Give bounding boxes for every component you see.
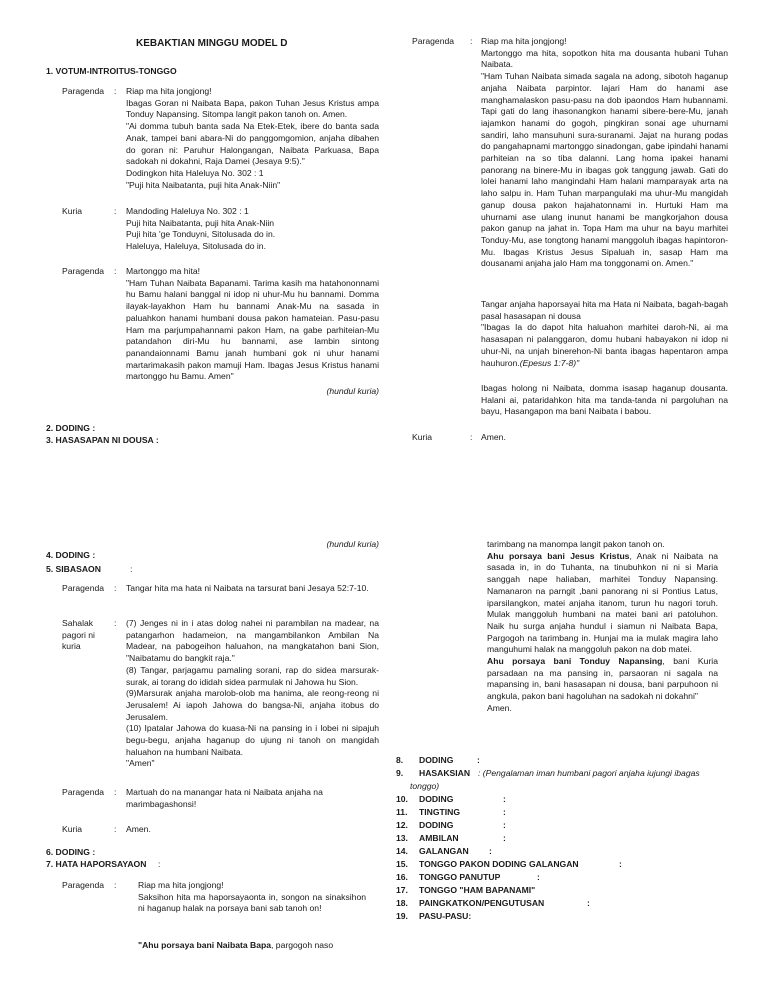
- colon: :: [489, 846, 492, 856]
- section-heading: 4. DODING :: [46, 550, 96, 560]
- colon: :: [537, 872, 540, 882]
- order-title: AMBILAN: [419, 833, 459, 843]
- order-item: [396, 768, 470, 780]
- order-title: GALANGAN: [419, 846, 469, 856]
- role-label: Kuria: [62, 206, 83, 216]
- hasaksian-note: : (Pengalaman iman humbani pagori anjaha iujungi ibagas: [478, 768, 700, 778]
- liturgy-text: Amen.: [126, 824, 151, 834]
- colon: :: [470, 432, 473, 442]
- order-item: [396, 846, 492, 858]
- order-number: 16.: [396, 872, 408, 882]
- section-heading: 2. DODING :: [46, 423, 96, 433]
- creed-lead: [138, 940, 366, 952]
- order-title: DODING: [419, 820, 454, 830]
- creed-line: , Anak ni Naibata na sasada in, in do Tuhanta, na tinubuhkon ni ni si Maria sanggah nape haliaban, marhitei Tonduy Napansing. Namanaron na parngit ,bani panorang ni si Pontius Latus, iparsilangkon, matei anjaha itanom, turun hu nagori toruh. Mulak manggoluh humbani na matei bani ari patoluhon. Naik hu surga anjaha hundul i siamun ni Naibata Bapa, Pargogoh na tarimbang in. Hunjai ma ia mulak magira laho manguhumi halak na manggoluh pakon na dob matei.: [487, 550, 718, 655]
- absolution-body: Tangar anjaha haporsayai hita ma Hata ni Naibata, bagah-bagah pasal hasasapan ni dousa "Ibagas Ia do dapot hita haluahon marhitei daroh-Ni, ai ma hasasapan ni palanggaron, domu hubani habayakon ni idop ni uhur-Ni, na unjah binerehon-Ni banta ibagas hapentaron ampa hauhuron.: [481, 299, 728, 368]
- order-item: [396, 794, 506, 806]
- section-heading: 3. HASASAPAN NI DOUSA :: [46, 435, 159, 445]
- colon: :: [114, 880, 117, 890]
- colon: :: [503, 794, 506, 804]
- order-item: [396, 820, 506, 832]
- creed-line: , bani Kuria parsadaan na ma pansing in, parsaoran ni sagala na mapansing in, bani hasasapan ni dousa, bani parpuhoon ni angkula, pakon bani hagoluhan na sadokah ni dokahni": [487, 656, 718, 702]
- role-label: Paragenda: [412, 36, 455, 46]
- order-number: 13.: [396, 833, 408, 843]
- hasaksian-note-cont: tonggo): [410, 781, 440, 791]
- creed-text: [487, 539, 718, 715]
- order-item: [396, 833, 506, 845]
- colon: :: [158, 859, 161, 869]
- rubric-note: (hundul kuria): [326, 386, 379, 396]
- order-title: TINGTING: [419, 807, 461, 817]
- colon: :: [503, 820, 506, 830]
- colon: :: [503, 833, 506, 843]
- colon: :: [130, 564, 133, 574]
- document-title: KEBAKTIAN MINGGU MODEL D: [136, 38, 288, 49]
- order-item: [396, 807, 506, 819]
- role-label: Paragenda: [62, 787, 105, 797]
- confession-prayer-text: Riap ma hita jongjong! Martonggo ma hita, sopotkon hita ma dousanta hubani Tuhan Naibata. "Ham Tuhan Naibata simada sagala na adong, sibotoh haganup anjaha Naibata parpintor. Iajari Ham do hanami ase manghamalaskon pasu-pasu na dob ipaondos Ham hubannami. Tapi gati do lang ihasonangkon hanami sibere-bere-Mu, janah iajamkon hanami do gogoh, pingkiran sonai age uhurnami sandiri, laho mansuhuni sura-suranami. Jajat na hurang podas do pangahapnami martonggo sinadongan, gabe ipindahi hanami parhiteian na so tiba dalanni. Lang homa ipakei hanami panorang na binere-Mu in ibagas gok tanggung jawab. Gati do lolei hanami laho mangindahi Ham halani mamparayak arta na laho salpu in. Ham Tuhan marpangulaki ma uhur-Mu mangidah ganup dousa pakon hajahatonnami in. Hurtuki Ham ma uhurnami ase ulang inunut hanami be mangkorjahon dousa pakon ganup na jahat in. Topa Ham ma uhur na bayu marhitei Tonduy-Mu, ase tongtong hanami manggoluh ibagas hapintoron-Mu. Ibagas Kristus Jesus Sipaluah in, sasap Ham ma dousanami anjaha jalo Ham ma tonggonami on. Amen.": [481, 36, 728, 269]
- order-item: [396, 885, 535, 897]
- colon: :: [477, 755, 480, 765]
- colon: :: [114, 618, 117, 628]
- order-number: 8.: [396, 755, 404, 765]
- colon: :: [114, 583, 117, 593]
- order-title: TONGGO PAKON DODING GALANGAN: [419, 859, 579, 869]
- rubric-note: (hundul kuria): [326, 539, 379, 549]
- order-number: 12.: [396, 820, 408, 830]
- order-title: TONGGO PANUTUP: [419, 872, 501, 882]
- creed-bold: Ahu porsaya bani Jesus Kristus: [487, 550, 630, 561]
- order-item: [396, 911, 471, 923]
- order-number: 11.: [396, 807, 408, 817]
- role-label: Paragenda: [62, 880, 105, 890]
- order-title: TONGGO "HAM BAPANAMI": [419, 885, 536, 895]
- colon: :: [619, 859, 622, 869]
- role-label: Kuria: [62, 824, 83, 834]
- order-title: HASAKSIAN: [419, 768, 471, 778]
- role-label: Sahalak pagori ni kuria: [62, 618, 95, 652]
- order-number: 15.: [396, 859, 408, 869]
- order-title: DODING: [419, 794, 454, 804]
- colon: :: [503, 807, 506, 817]
- reading-text: (7) Jenges ni in i atas dolog nahei ni parambilan na madear, na patangarhon hadameion, na mangambilankon Ambilan Na Madear, na pabogeihon haluahon, na mangkatahon bani Sion, "Naibatamu do bangkit raja." (8) Tangar, parjagamu pamaling sorani, rap do sidea marsurak-surak, ai torang do ididah sidea parmulak ni Jahowa hu Sion. (9)Marsurak anjaha marolob-olob ma hanima, ale reong-reong ni Jerusalem! Ai iapoh Jahowa do bangsa-Ni, anjaha itobus do Jerusalem. (10) Ipatalar Jahowa do kuasa-Ni na pansing in i lobei ni sipajuh begu-begu, anjaha haganup do ujung ni tanoh on mangidah haluahon na humbani Naibata. "Amen": [126, 618, 379, 769]
- scripture-ref: (Epesus 1:7-8)": [519, 357, 580, 368]
- liturgy-text: Mandoding Haleluya No. 302 : 1 Puji hita Naibatanta, puji hita Anak-Niin Puji hita 'ge Tonduyni, Sitolusada do in. Haleluya, Haleluya, Sitolusada do in.: [126, 206, 276, 252]
- order-item: [396, 755, 480, 767]
- creed-amen: Amen.: [487, 702, 512, 713]
- role-label: Paragenda: [62, 583, 105, 593]
- liturgy-text: Riap ma hita jongjong! Saksihon hita ma haporsayaonta in, songon na sinaksihon ni haganup halak na porsaya bani sab tanoh on!: [138, 880, 366, 914]
- order-title: PAINGKATKON/PENGUTUSAN: [419, 898, 545, 908]
- section-heading: 5. SIBASAON: [46, 564, 101, 574]
- section-heading: 6. DODING :: [46, 847, 96, 857]
- colon: :: [114, 787, 117, 797]
- order-title: PASU-PASU:: [419, 911, 472, 921]
- colon: :: [114, 86, 117, 96]
- liturgy-text: Martuah do na manangar hata ni Naibata anjaha na marimbagashonsi!: [126, 787, 323, 809]
- liturgy-text: Martonggo ma hita! "Ham Tuhan Naibata Bapanami. Tarima kasih ma hatahononnami hu Bamu halani banggal ni idop ni uhur-Mu hu bannami. Domma ilayak-layakhon Ham hu bannami Anak-Mu na sasada in paluahkon hanami humbani dousa pakon hamateian. Pasu-pasu Ham ma parjumpahannami pakon Ham, na gabe parhiteian-Mu patandahon diri-Mu hu bannami, ase lambin sintong panandaionnami Bamu janah humbani gok ni uhur hanami martarimakasih pakon mamuji Ham. Ibagas Jesus Kristus hanami martonggo hu Bamu. Amen": [126, 266, 379, 382]
- creed-bold: Ahu porsaya bani Tonduy Napansing: [487, 656, 663, 667]
- order-number: 10.: [396, 794, 408, 804]
- order-number: 19.: [396, 911, 408, 921]
- order-title: DODING: [419, 755, 454, 765]
- colon: :: [587, 898, 590, 908]
- liturgy-text: Riap ma hita jongjong! Ibagas Goran ni Naibata Bapa, pakon Tuhan Jesus Kristus ampa Tonduy Napansing. Sitompa langit pakon tanoh on. Amen. "Ai domma tubuh banta sada Na Etek-Etek, ibere do banta sada Anak, tampei bani abara-Ni do panggomgomion, anjaha dibahen do goran ni: Paruhur Halongangan, Naibata Parkuasa, Bapa sadokah ni dokahni, Raja Damei (Jesaya 9:5)." Dodingkon hita Haleluya No. 302 : 1 "Puji hita Naibatanta, puji hita Anak-Niin": [126, 86, 379, 190]
- order-number: 18.: [396, 898, 408, 908]
- liturgy-text: Amen.: [481, 432, 506, 442]
- role-label: Kuria: [412, 432, 433, 442]
- order-number: 17.: [396, 885, 408, 895]
- colon: :: [114, 824, 117, 834]
- section-heading: 7. HATA HAPORSAYAON: [46, 859, 147, 869]
- colon: :: [114, 266, 117, 276]
- creed-line: tarimbang na manompa langit pakon tanoh on.: [487, 539, 665, 549]
- order-number: 14.: [396, 846, 408, 856]
- absolution-text: [481, 299, 728, 369]
- role-label: Paragenda: [62, 86, 105, 96]
- order-number: 9.: [396, 768, 404, 778]
- liturgy-text: Tangar hita ma hata ni Naibata na tarsurat bani Jesaya 52:7-10.: [126, 583, 369, 593]
- role-label: Paragenda: [62, 266, 105, 276]
- assurance-text: Ibagas holong ni Naibata, domma isasap haganup dousanta. Halani ai, pataridahkon hita ma tanda-tanda ni pargoluhan na bayu, Hasangapon ma bani Naibata i babou.: [481, 383, 728, 417]
- order-item: [396, 872, 540, 884]
- colon: :: [114, 206, 117, 216]
- order-item: [396, 859, 622, 871]
- order-item: [396, 898, 590, 910]
- creed-lead-bold: "Ahu porsaya bani Naibata Bapa: [138, 940, 272, 950]
- colon: :: [470, 36, 473, 46]
- section-votum-heading: 1. VOTUM-INTROITUS-TONGGO: [46, 66, 177, 76]
- creed-lead-rest: , pargogoh naso: [271, 940, 334, 950]
